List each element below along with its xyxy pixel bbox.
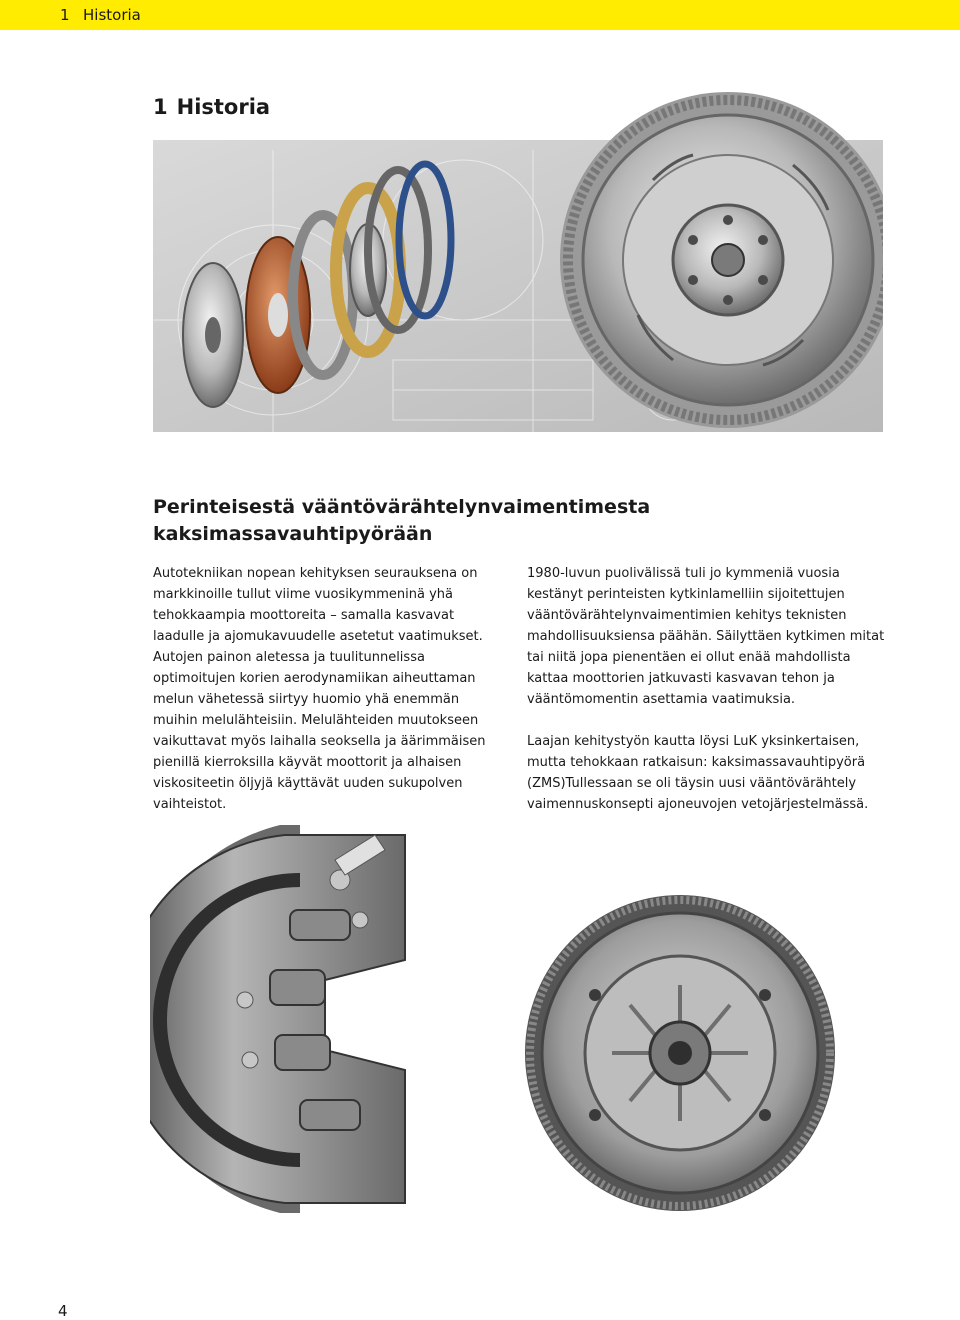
right-paragraph-1: 1980-luvun puolivälissä tuli jo kymmeniä vuosia kestänyt perinteisten kytkinlamelliin sijoitettujen vääntövärähtelynvaimentimien kehitys teknisten mahdollisuuksiensa päähän. Säilyttäen kytkimen mitat tai niitä jopa pienentäen ei ollut enää mahdollista kattaa moottorien jatkuvasti kasvavan tehon ja vääntömomentin asettamia vaatimuksia. bbox=[527, 566, 885, 707]
page-heading bbox=[153, 95, 270, 119]
heading-title: Historia bbox=[176, 95, 271, 119]
right-text-column bbox=[527, 563, 887, 836]
chapter-number: 1 bbox=[60, 6, 70, 24]
right-paragraph-2: Laajan kehitystyön kautta löysi LuK yksinkertaisen, mutta tehokkaan ratkaisun: kaksimassavauhtipyörä (ZMS)Tullessaan se oli täysin uusi vääntövärähtely vaimennuskonsepti ajoneuvojen vetojärjestelmässä. bbox=[527, 734, 869, 812]
exploded-flywheel-illustration bbox=[153, 90, 883, 432]
page-number: 4 bbox=[58, 1302, 68, 1320]
dual-mass-flywheel-photo bbox=[520, 885, 840, 1215]
chapter-header-bar bbox=[0, 0, 960, 30]
chapter-title: Historia bbox=[83, 6, 141, 24]
left-text-column bbox=[153, 563, 493, 836]
cutaway-flywheel-photo bbox=[150, 820, 420, 1218]
section-title: Perinteisestä vääntövärähtelynvaimentimesta kaksimassavauhtipyörään bbox=[153, 496, 651, 545]
left-paragraph: Autotekniikan nopean kehityksen seurauksena on markkinoille tullut viime vuosikymmeninä yhä tehokkaampia moottoreita – samalla kasvavat laadulle ja ajomukavuudelle asetetut vaatimukset. Autojen painon aletessa ja tuulitunnelissa optimoitujen korien aerodynamiikan aiheuttaman melun vähetessä siirtyy huomio yhä enemmän muihin melulähteisiin. Melulähteiden muutokseen vaikuttavat myös laihalla seoksella ja äärimmäisen pienillä kierroksilla käyvät moottorit ja alhaisen viskositeetin öljyjä käyttävät uuden sukupolven vaihteistot. bbox=[153, 566, 486, 812]
heading-number: 1 bbox=[153, 95, 168, 119]
